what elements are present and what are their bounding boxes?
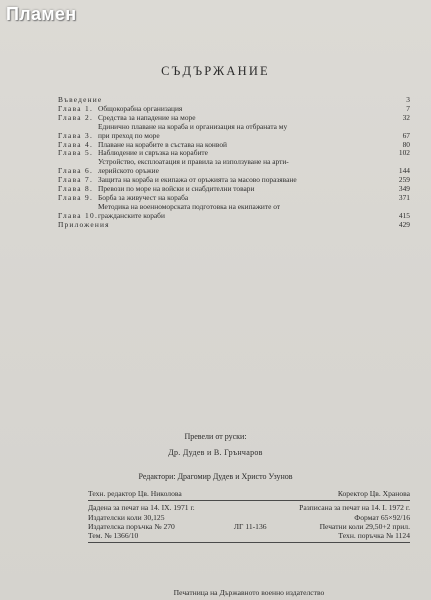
toc-chapter-label: Глава 1. [58,103,94,113]
toc-entry-title: Устройство, експлоатация и правила за използуване на арти- лерийското оръжие [98,157,289,176]
toc-chapter-label: Глава 5. [58,148,94,158]
toc-entry-title: Средства за нападение на море [98,112,196,122]
toc-entry [58,158,410,176]
toc-entry-page: 3 [406,95,410,104]
toc-entry-title: Превози по море на войски и снабдителни товари [98,184,255,194]
toc-entry-title: Наблюдение и свръзка на корабите [98,148,208,158]
imprint-block [88,489,410,545]
imprint-left: Издателска поръчка № 270 [88,521,175,531]
toc-entry-title: Единично плаване на кораба и организация на отбраната му при преход по море [98,121,288,140]
imprint-left: Тем. № 1366/10 [88,531,139,541]
toc-entry-page: 102 [398,148,410,158]
toc-entry-page: 80 [402,139,410,149]
toc-entry-title: Плаване на корабите в състава на конвой [98,139,227,149]
toc-entry-page: 349 [398,184,410,194]
toc-entry-title: Въведение [58,95,103,104]
page-title: СЪДЪРЖАНИЕ [161,64,270,78]
toc-entry-page: 371 [398,192,410,202]
imprint-right: Формат 65×92/16 [354,512,410,522]
toc-entry-page: 67 [402,130,410,140]
imprint-staff-row [88,489,410,498]
toc-entry-title: Борба за живучест на кораба [98,192,189,202]
toc-chapter-label: Глава 9. [58,192,94,202]
toc-entry [58,203,410,221]
toc-chapter-label: Глава 8. [58,184,94,194]
printer-line: Печатница на Държавното военно издателство [173,588,325,597]
imprint-row [88,522,410,531]
toc-chapter-label: Глава 6. [58,166,94,176]
imprint-right: Печатни коли 29,50+2 прил. [319,521,410,531]
toc-entry-title: Методика на военноморската подготовка на екипажите от гражданските кораби [98,201,281,220]
imprint-row [88,513,410,522]
toc-chapter-label: Глава 2. [58,112,94,122]
imprint-divider [88,542,410,543]
imprint-row [88,531,410,540]
watermark-logo: Пламен [6,4,77,24]
translated-from: Превели от руски: [184,432,247,441]
proofreader: Коректор Цв. Хранова [337,489,410,498]
toc-entry [58,221,410,230]
imprint-divider [88,500,410,501]
toc-entry-page: 144 [398,166,410,176]
toc-entry-page: 32 [402,112,410,122]
translators: Др. Дудев и В. Грънчаров [168,448,263,457]
toc-entry [58,123,410,141]
toc-chapter-label: Глава 4. [58,139,94,149]
toc-entry-page: 415 [398,210,410,220]
imprint-right: Разписана за печат на 14. I. 1972 г. [299,503,410,513]
imprint-right: Техн. поръчка № 1124 [338,531,410,541]
imprint-left: Издателски коли 30,125 [88,512,165,522]
toc-entry-page: 259 [398,175,410,185]
table-of-contents [58,96,410,230]
toc-chapter-label: Глава 10. [58,210,99,220]
tech-editor: Техн. редактор Цв. Николова [88,489,182,498]
toc-chapter-label: Глава 3. [58,130,94,140]
toc-entry-page: 7 [406,103,410,113]
toc-entry-title: Приложения [58,219,110,229]
imprint-mid: ЛГ 11-136 [233,521,267,531]
toc-chapter-label: Глава 7. [58,175,94,185]
imprint-row [88,503,410,512]
toc-entry-page: 429 [398,219,410,229]
toc-entry-title: Общокорабна организация [98,103,183,113]
imprint-left: Дадена за печат на 14. IX. 1971 г. [88,503,195,513]
toc-entry-title: Защита на кораба и екипажа от оръжията за масово поразяване [98,175,297,185]
editors: Редактори: Драгомир Дудев и Христо Узунов [138,472,293,481]
